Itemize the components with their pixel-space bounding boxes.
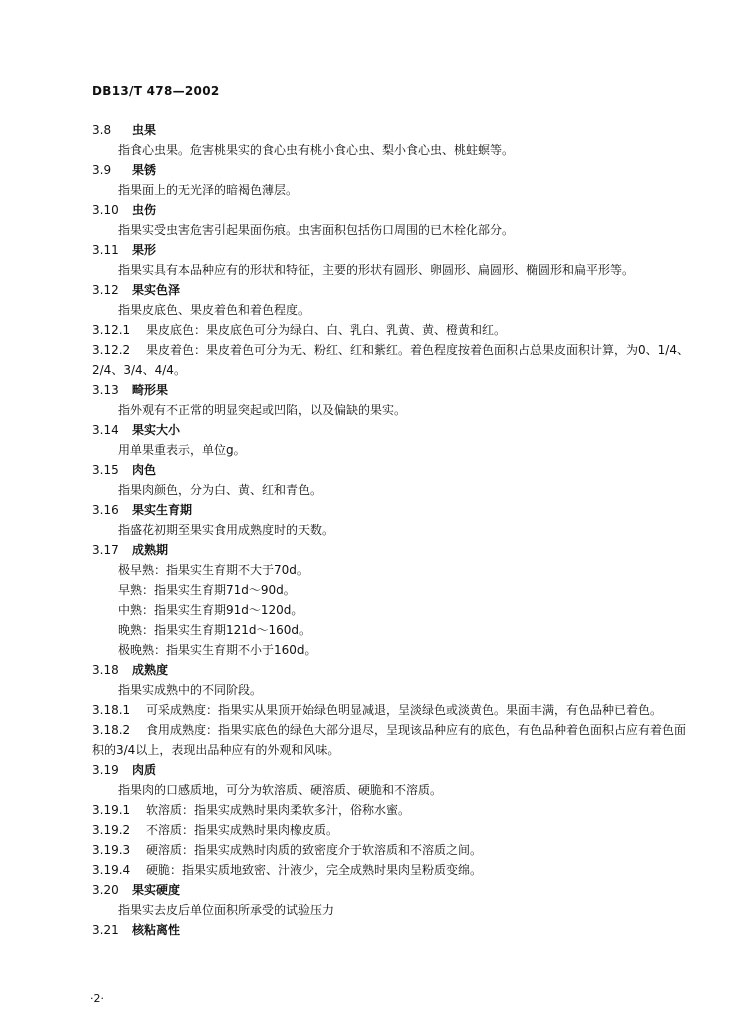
section-heading	[92, 160, 692, 180]
section-definition: 指盛花初期至果实食用成熟度时的天数。	[118, 523, 335, 537]
section-definition: 指果面上的无光泽的暗褐色薄层。	[118, 183, 299, 197]
section-heading	[92, 280, 692, 300]
maturity-class-line: 中熟：指果实生育期91d～120d。	[118, 603, 304, 617]
section-definition: 指果肉的口感质地，可分为软溶质、硬溶质、硬脆和不溶质。	[118, 783, 443, 797]
section-number: 3.8	[92, 123, 112, 137]
section-number: 3.17	[92, 543, 119, 557]
subsection-text: 硬溶质：指果实成熟时肉质的致密度介于软溶质和不溶质之间。	[146, 843, 483, 857]
section-number: 3.9	[92, 163, 112, 177]
subsection	[92, 320, 692, 340]
section-heading	[92, 120, 692, 140]
section-number: 3.20	[92, 883, 119, 897]
subsection	[92, 820, 692, 840]
section-definition: 指果皮底色、果皮着色和着色程度。	[118, 303, 311, 317]
subsection	[92, 700, 692, 720]
section-term: 肉色	[132, 463, 157, 477]
section-number: 3.14	[92, 423, 119, 437]
section-number: 3.10	[92, 203, 119, 217]
section-heading	[92, 880, 692, 900]
section-heading	[92, 240, 692, 260]
subsection	[92, 720, 692, 760]
maturity-class-line: 极早熟：指果实生育期不大于70d。	[118, 563, 309, 577]
subsection-number: 3.18.1	[92, 703, 131, 717]
section-number: 3.21	[92, 923, 119, 937]
maturity-class-line: 晚熟：指果实生育期121d～160d。	[118, 623, 312, 637]
section-heading	[92, 380, 692, 400]
section-heading	[92, 420, 692, 440]
subsection-number: 3.12.1	[92, 323, 131, 337]
subsection	[92, 840, 692, 860]
section-heading	[92, 660, 692, 680]
section-definition: 用单果重表示，单位g。	[118, 443, 246, 457]
subsection-number: 3.18.2	[92, 723, 131, 737]
section-definition: 指果实成熟中的不同阶段。	[118, 683, 263, 697]
document-body	[92, 120, 692, 940]
section-term: 畸形果	[132, 383, 169, 397]
subsection-text: 果皮底色：果皮底色可分为绿白、白、乳白、乳黄、黄、橙黄和红。	[146, 323, 507, 337]
section-term: 成熟期	[132, 543, 169, 557]
page-number: ·2·	[90, 992, 104, 1005]
section-term: 虫果	[132, 123, 157, 137]
subsection-text: 果皮着色：果皮着色可分为无、粉红、红和紫红。着色程度按着色面积占总果皮面积计算，为0、1/4、2/4、3/4、4/4。	[92, 343, 689, 377]
section-term: 肉质	[132, 763, 157, 777]
section-heading	[92, 540, 692, 560]
section-term: 果实大小	[132, 423, 181, 437]
subsection-number: 3.12.2	[92, 343, 131, 357]
subsection-number: 3.19.3	[92, 843, 131, 857]
subsection	[92, 800, 692, 820]
section-number: 3.13	[92, 383, 119, 397]
section-term: 果实生育期	[132, 503, 193, 517]
section-definition: 指外观有不正常的明显突起或凹陷，以及偏缺的果实。	[118, 403, 407, 417]
section-number: 3.15	[92, 463, 119, 477]
section-definition: 指果肉颜色，分为白、黄、红和青色。	[118, 483, 323, 497]
subsection	[92, 860, 692, 880]
section-number: 3.11	[92, 243, 119, 257]
subsection-number: 3.19.1	[92, 803, 131, 817]
section-term: 虫伤	[132, 203, 157, 217]
section-heading	[92, 760, 692, 780]
section-term: 成熟度	[132, 663, 169, 677]
subsection	[92, 340, 692, 380]
section-definition: 指果实去皮后单位面积所承受的试验压力	[118, 903, 335, 917]
subsection-text: 软溶质：指果实成熟时果肉柔软多汁，俗称水蜜。	[146, 803, 411, 817]
section-term: 核粘离性	[132, 923, 181, 937]
section-heading	[92, 500, 692, 520]
section-number: 3.12	[92, 283, 119, 297]
document-id-header: DB13/T 478—2002	[92, 84, 220, 98]
section-number: 3.18	[92, 663, 119, 677]
section-term: 果形	[132, 243, 157, 257]
section-number: 3.19	[92, 763, 119, 777]
section-definition: 指果实具有本品种应有的形状和特征，主要的形状有圆形、卵圆形、扁圆形、椭圆形和扁平形等。	[118, 263, 635, 277]
subsection-number: 3.19.2	[92, 823, 131, 837]
section-definition: 指果实受虫害危害引起果面伤痕。虫害面积包括伤口周围的已木栓化部分。	[118, 223, 515, 237]
subsection-text: 不溶质：指果实成熟时果肉橡皮质。	[146, 823, 339, 837]
section-definition: 指食心虫果。危害桃果实的食心虫有桃小食心虫、梨小食心虫、桃蛀螟等。	[118, 143, 515, 157]
subsection-text: 可采成熟度：指果实从果顶开始绿色明显减退，呈淡绿色或淡黄色。果面丰满，有色品种已着色。	[146, 703, 663, 717]
subsection-text: 硬脆：指果实质地致密、汁液少，完全成熟时果肉呈粉质变绵。	[146, 863, 483, 877]
section-heading	[92, 460, 692, 480]
section-heading	[92, 920, 692, 940]
section-term: 果实色泽	[132, 283, 181, 297]
section-heading	[92, 200, 692, 220]
section-number: 3.16	[92, 503, 119, 517]
section-term: 果锈	[132, 163, 157, 177]
section-term: 果实硬度	[132, 883, 181, 897]
maturity-class-line: 极晚熟：指果实生育期不小于160d。	[118, 643, 317, 657]
maturity-class-line: 早熟：指果实生育期71d～90d。	[118, 583, 296, 597]
subsection-text: 食用成熟度：指果实底色的绿色大部分退尽，呈现该品种应有的底色，有色品种着色面积占应有着色面积的3/4以上，表现出品种应有的外观和风味。	[92, 723, 687, 757]
subsection-number: 3.19.4	[92, 863, 131, 877]
